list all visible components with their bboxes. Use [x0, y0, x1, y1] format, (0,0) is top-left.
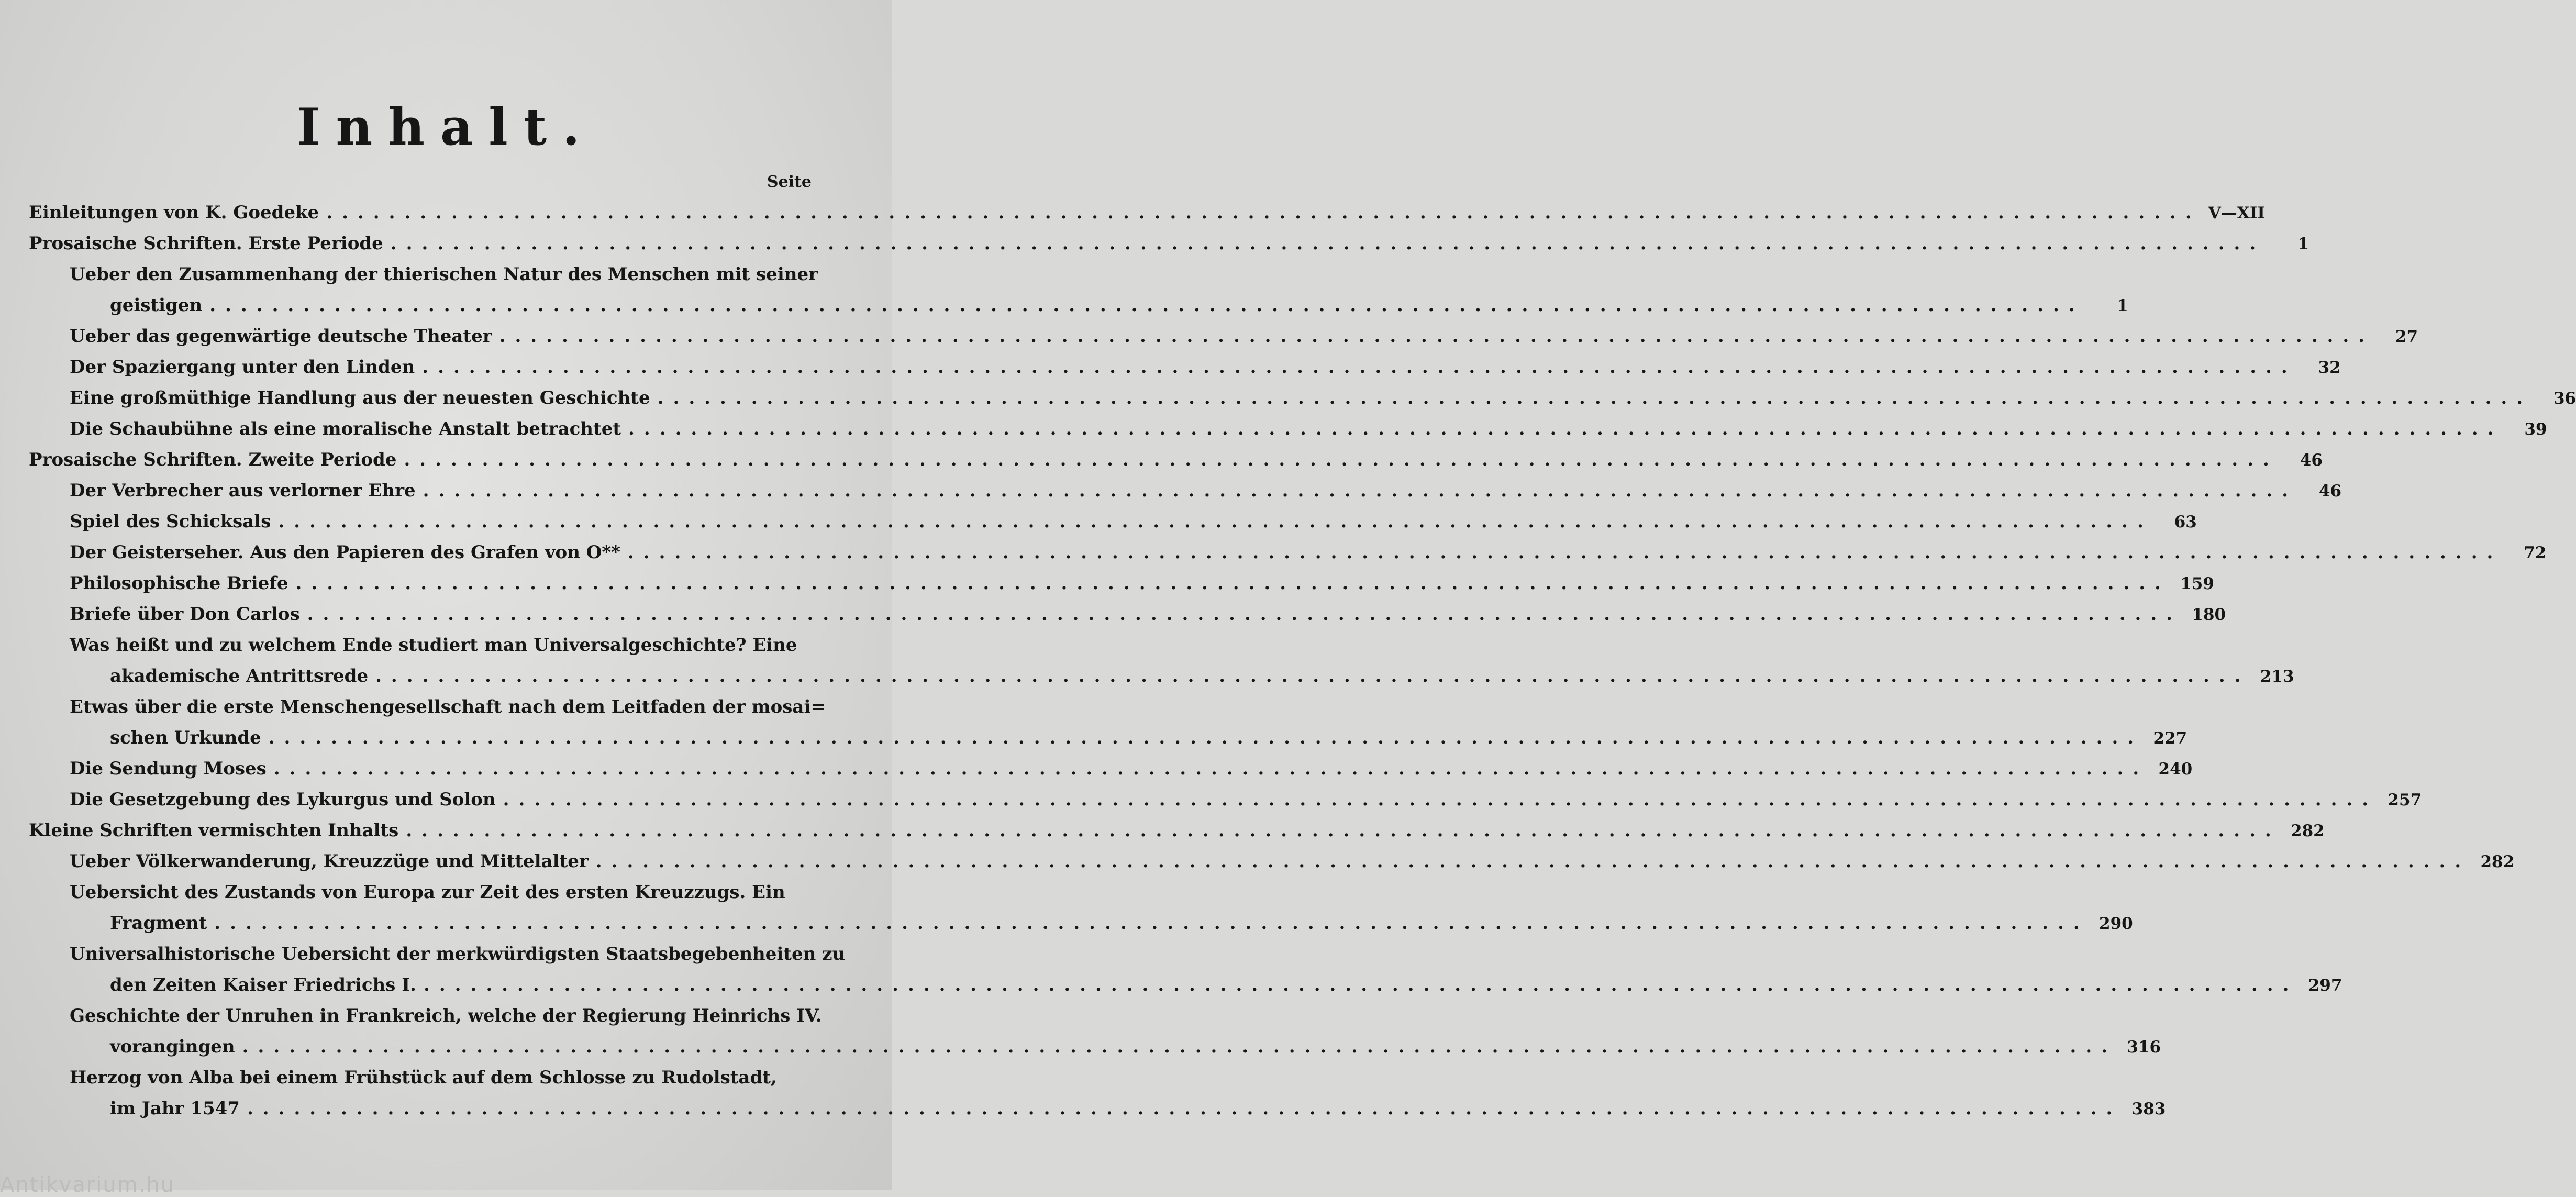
toc-page-number: 36 [2553, 389, 2576, 408]
leader-dots: ........................................................................................................................ [307, 604, 2182, 625]
leader-dots: ........................................................................................................................ [273, 758, 2149, 779]
leader-dots: ........................................................................................................................ [499, 326, 2374, 347]
toc-section [0, 202, 2265, 233]
toc-entry [0, 789, 2422, 820]
toc-entry [0, 542, 2547, 573]
leader-dots: ........................................................................................................................ [406, 820, 2281, 841]
toc-page-number: 32 [2318, 358, 2341, 377]
toc-entry-title: Ueber den Zusammenhang der thierischen Natur des Menschen mit seiner [70, 264, 818, 285]
toc-entry [0, 357, 2341, 387]
toc-page-number: 282 [2480, 852, 2515, 871]
toc-page-number: 1 [2117, 296, 2128, 315]
toc-entry-title: Spiel des Schicksals [70, 511, 271, 532]
toc-entry-continuation: akademische Antrittsrede [110, 666, 369, 686]
leader-dots: ........................................................................................................................ [390, 233, 2266, 254]
toc-page-number: 1 [2297, 235, 2309, 253]
toc-entry-title: Prosaische Schriften. Erste Periode [29, 233, 383, 254]
toc-entry [0, 604, 2226, 635]
toc-page-number: 213 [2260, 667, 2294, 686]
toc-page-number: 227 [2153, 729, 2188, 748]
toc-entry-title: Die Sendung Moses [70, 758, 267, 779]
toc-page-number: 383 [2131, 1100, 2166, 1118]
toc-entry-continuation: geistigen [110, 295, 203, 316]
toc-entry [0, 635, 2294, 696]
leader-dots: ........................................................................................................................ [214, 913, 2089, 934]
toc-entry-title: Briefe über Don Carlos [70, 604, 300, 625]
toc-entry [0, 1067, 2166, 1129]
leader-dots: ........................................................................................................................ [375, 666, 2250, 686]
toc-entry-title: Der Verbrecher aus verlorner Ehre [70, 480, 416, 501]
toc-section [0, 449, 2323, 480]
toc-page-number: 240 [2158, 760, 2193, 779]
toc-entry-title: Der Geisterseher. Aus den Papieren des Grafen von O** [70, 542, 620, 563]
toc-page-number: 27 [2395, 327, 2418, 346]
toc-page-number: 63 [2174, 513, 2197, 531]
toc-entry [0, 480, 2342, 511]
toc-entry-title: Einleitungen von K. Goedeke [29, 202, 319, 223]
toc-entry [0, 326, 2418, 357]
toc-entry-title: Geschichte der Unruhen in Frankreich, welche der Regierung Heinrichs IV. [70, 1005, 822, 1026]
toc-entry-title: Was heißt und zu welchem Ende studiert man Universalgeschichte? Eine [70, 635, 797, 656]
toc-page-number: 257 [2388, 791, 2422, 810]
leader-dots: ........................................................................................................................ [503, 789, 2378, 810]
leader-dots: ........................................................................................................................ [278, 511, 2153, 532]
toc-entry [0, 511, 2197, 542]
watermark: Antikvarium.hu [0, 1173, 175, 1197]
leader-dots: ........................................................................................................................ [247, 1098, 2122, 1119]
toc-entry-continuation: schen Urkunde [110, 727, 261, 748]
toc-page-number: 297 [2308, 976, 2342, 995]
toc-entry-continuation: im Jahr 1547 [110, 1098, 240, 1119]
toc-page-number: 290 [2099, 914, 2133, 933]
toc-entry-title: Universalhistorische Uebersicht der merkwürdigsten Staatsbegebenheiten zu [70, 944, 846, 965]
leader-dots: ........................................................................................................................ [627, 542, 2503, 563]
toc-entry-title: Der Spaziergang unter den Linden [70, 357, 415, 378]
leader-dots: ........................................................................................................................ [423, 480, 2298, 501]
leader-dots: ........................................................................................................................ [326, 202, 2201, 223]
toc-entry [0, 264, 2128, 326]
toc-entry-title: Die Gesetzgebung des Lykurgus und Solon [70, 789, 496, 810]
toc-page-number: 46 [2318, 482, 2342, 501]
leader-dots: ........................................................................................................................ [424, 974, 2299, 995]
leader-dots: ........................................................................................................................ [404, 449, 2279, 470]
page-column-header: Seite [767, 173, 812, 191]
leader-dots: ........................................................................................................................ [422, 357, 2297, 378]
leader-dots: ........................................................................................................................ [595, 851, 2471, 872]
toc-entry-title: Eine großmüthige Handlung aus der neuesten Geschichte [70, 387, 650, 408]
toc-page-number: 282 [2291, 822, 2325, 840]
toc-page-number: 316 [2127, 1038, 2161, 1057]
toc-page-number: V—XII [2208, 204, 2265, 223]
leader-dots: ........................................................................................................................ [295, 573, 2170, 594]
toc-page-number: 46 [2300, 451, 2323, 470]
toc-entry [0, 696, 2188, 758]
leader-dots: ........................................................................................................................ [242, 1036, 2117, 1057]
toc-entry-title: Etwas über die erste Menschengesellschaft nach dem Leitfaden der mosai= [70, 696, 826, 717]
toc-entry-title: Herzog von Alba bei einem Frühstück auf dem Schlosse zu Rudolstadt, [70, 1067, 777, 1088]
toc-entry-title: Die Schaubühne als eine moralische Anstalt betrachtet [70, 418, 621, 439]
toc-page-number: 159 [2180, 574, 2214, 593]
leader-dots: ........................................................................................................................ [209, 295, 2084, 316]
toc-entry-continuation: den Zeiten Kaiser Friedrichs I. [110, 974, 416, 995]
toc-entry [0, 944, 2342, 1005]
toc-entry [0, 418, 2547, 449]
toc-entry [0, 758, 2193, 789]
toc-entry-title: Uebersicht des Zustands von Europa zur Zeit des ersten Kreuzzugs. Ein [70, 882, 785, 903]
toc-entry-title: Prosaische Schriften. Zweite Periode [29, 449, 397, 470]
toc-page-number: 72 [2524, 544, 2547, 562]
toc-section [0, 233, 2309, 264]
toc-section [0, 820, 2325, 851]
toc-page-number: 180 [2192, 605, 2226, 624]
toc-entry-continuation: vorangingen [110, 1036, 235, 1057]
toc-entry-title: Ueber Völkerwanderung, Kreuzzüge und Mittelalter [70, 851, 589, 872]
toc-entry-title: Ueber das gegenwärtige deutsche Theater [70, 326, 492, 347]
toc-entry [0, 1005, 2161, 1067]
toc-entry-title: Kleine Schriften vermischten Inhalts [29, 820, 399, 841]
toc-entry [0, 573, 2214, 604]
leader-dots: ........................................................................................................................ [268, 727, 2144, 748]
toc-entry [0, 851, 2515, 882]
toc-entry [0, 882, 2133, 944]
toc-page-number: 39 [2524, 420, 2547, 439]
page-title: Inhalt. [296, 97, 596, 157]
toc-entry-continuation: Fragment [110, 913, 207, 934]
leader-dots: ........................................................................................................................ [657, 387, 2533, 408]
toc-entry-title: Philosophische Briefe [70, 573, 288, 594]
toc-entry [0, 387, 2576, 418]
leader-dots: ........................................................................................................................ [628, 418, 2503, 439]
